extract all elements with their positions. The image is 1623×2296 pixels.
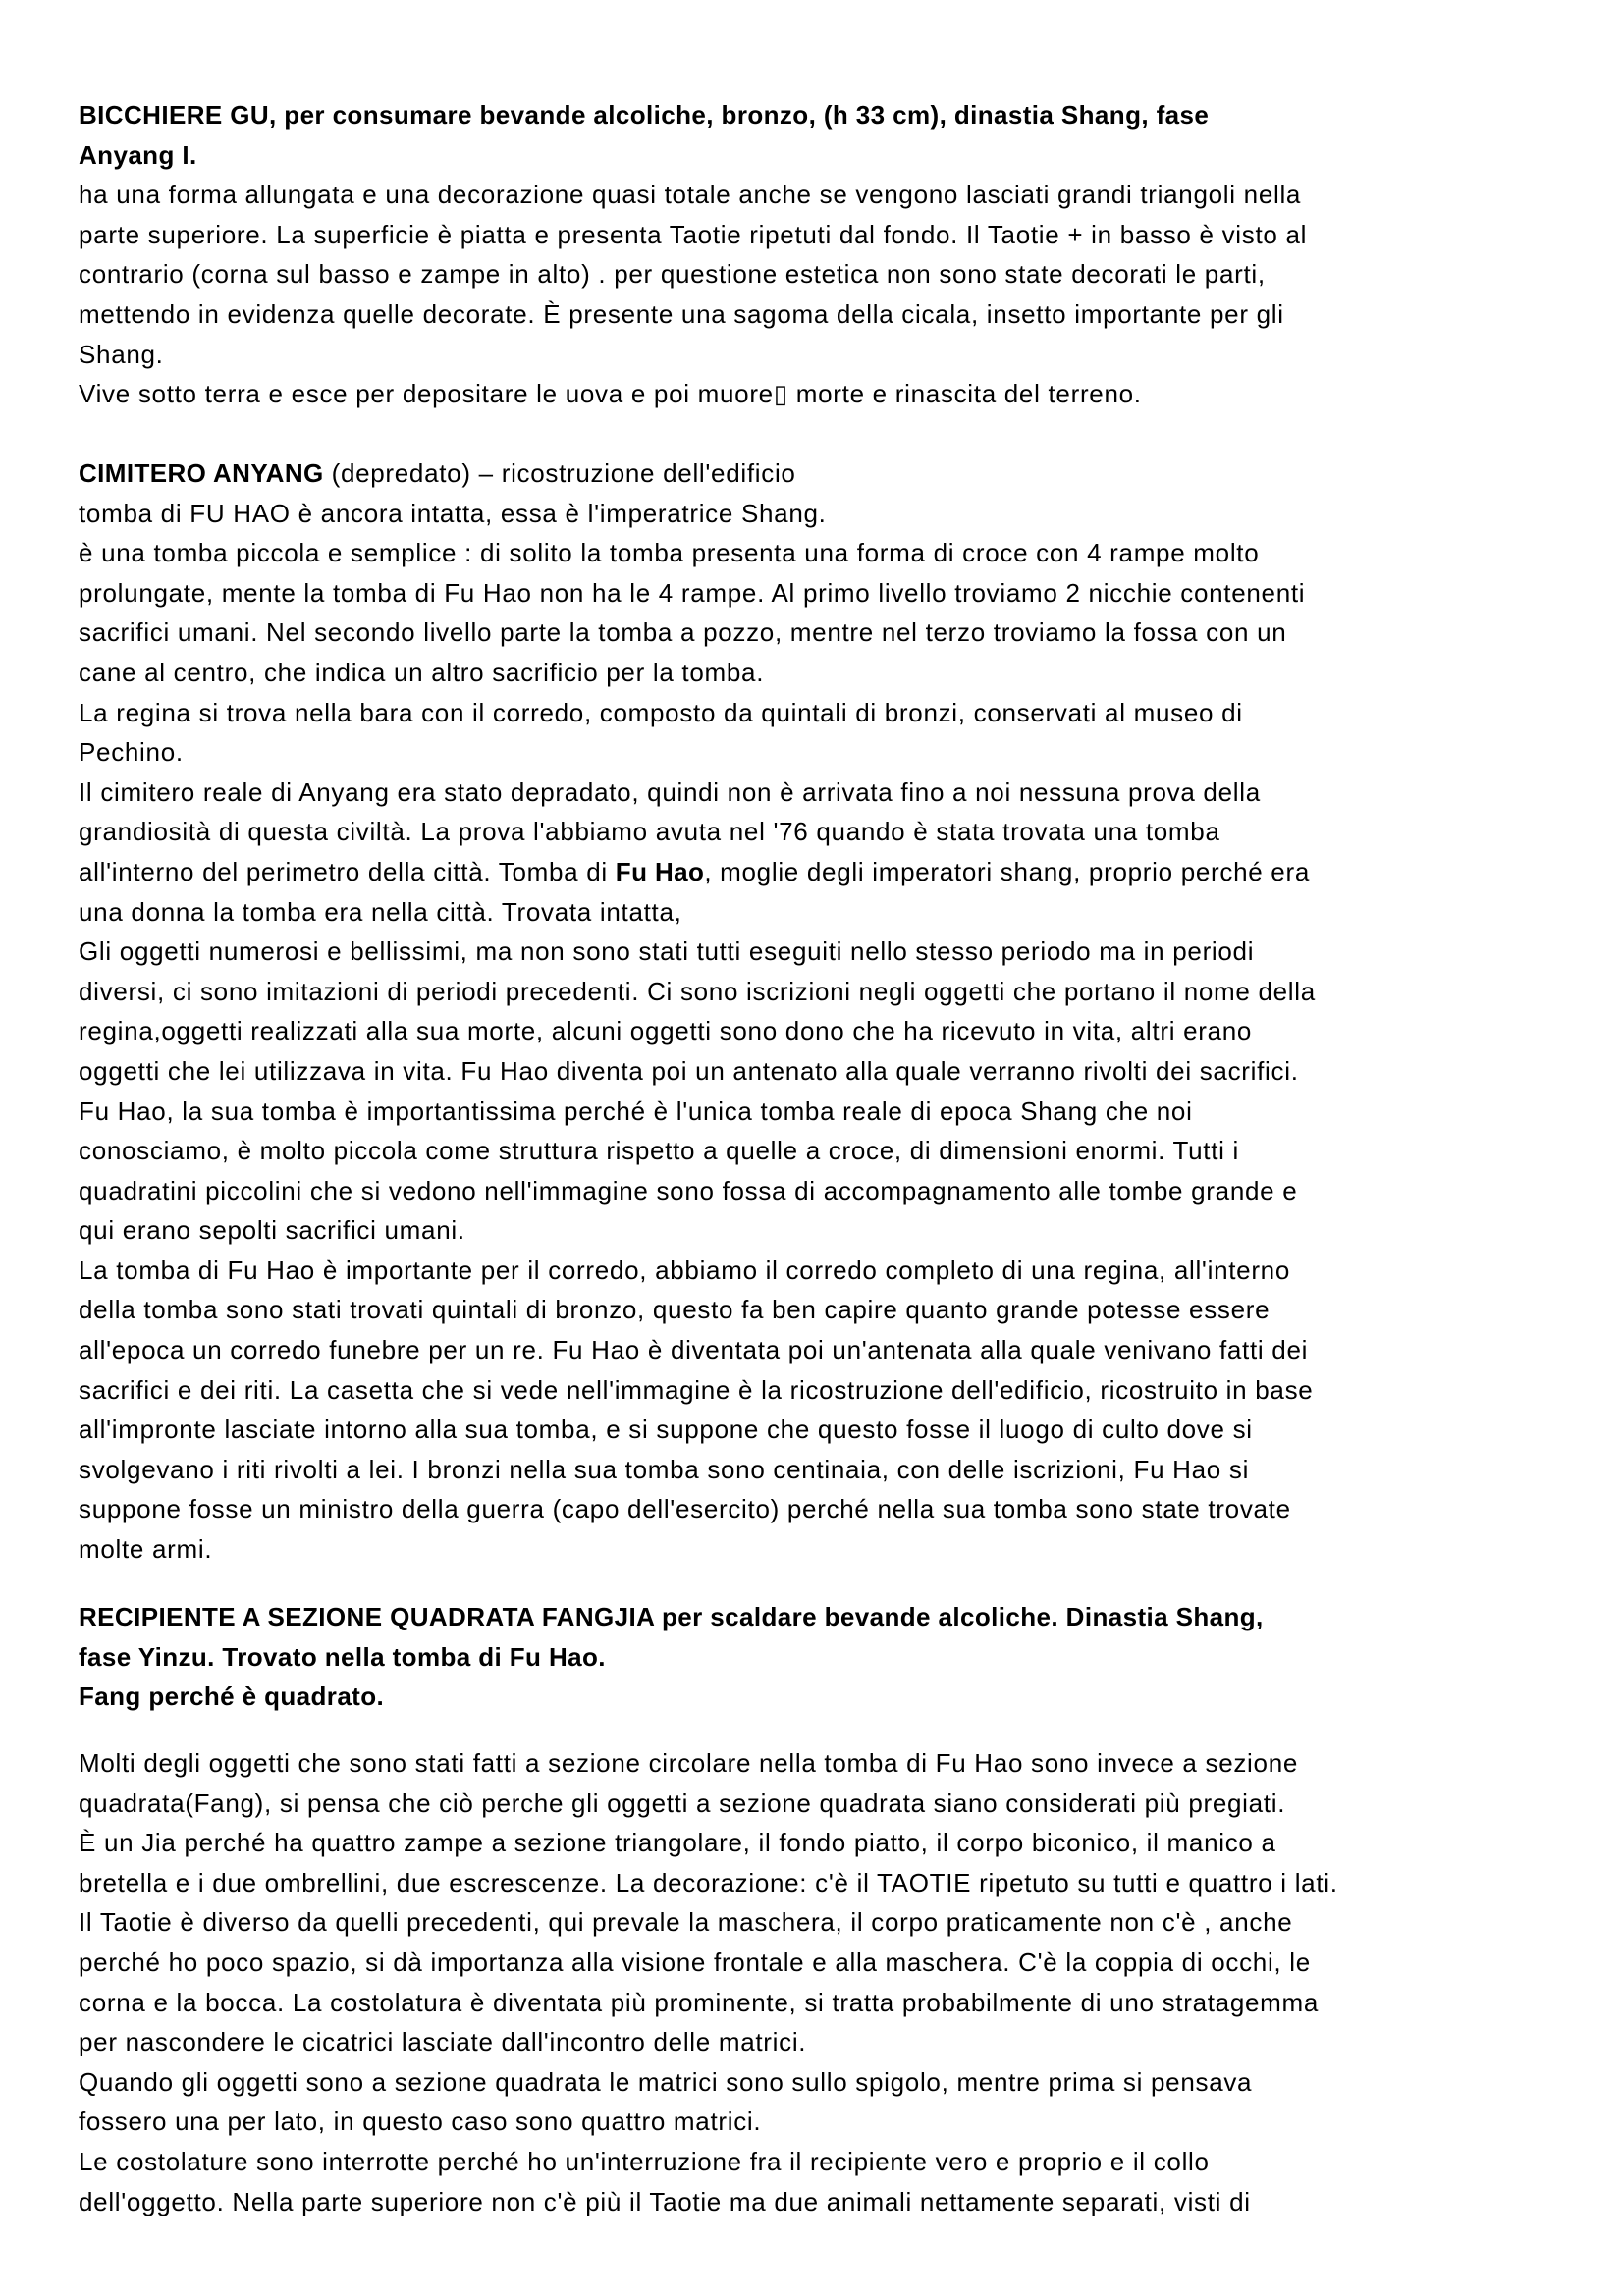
text-line <box>79 693 1571 733</box>
text-line <box>79 1823 1571 1863</box>
text-line <box>79 374 1571 414</box>
section-cimitero-anyang <box>79 454 1571 1570</box>
text-line <box>79 653 1571 693</box>
bold-text: fase Yinzu. Trovato nella tomba di Fu Hao. <box>79 1641 606 1672</box>
body-text: quadratini piccolini che si vedono nell'immagine sono fossa di accompagnamento alle tombe grande e <box>79 1175 1298 1205</box>
text-line <box>79 2062 1571 2103</box>
body-text: cane al centro, che indica un altro sacrificio per la tomba. <box>79 657 765 687</box>
text-line <box>79 1251 1571 1291</box>
text-line <box>79 892 1571 933</box>
text-line <box>79 1410 1571 1450</box>
body-text: parte superiore. La superficie è piatta e presenta Taotie ripetuti dal fondo. Il Taotie + in basso è visto al <box>79 219 1308 249</box>
body-text: fossero una per lato, in questo caso sono quattro matrici. <box>79 2107 762 2137</box>
body-text: all'epoca un corredo funebre per un re. Fu Hao è diventata poi un'antenata alla quale venivano fatti dei <box>79 1335 1309 1365</box>
body-text: è una tomba piccola e semplice : di solito la tomba presenta una forma di croce con 4 rampe molto <box>79 538 1260 568</box>
body-text: ha una forma allungata e una decorazione quasi totale anche se vengono lasciati grandi triangoli nella <box>79 180 1302 210</box>
body-text: regina,oggetti realizzati alla sua morte, alcuni oggetti sono dono che ha ricevuto in vita, altri erano <box>79 1016 1253 1046</box>
text-line <box>79 1011 1571 1051</box>
text-line <box>79 1784 1571 1824</box>
body-text: bretella e i due ombrellini, due escrescenze. La decorazione: c'è il TAOTIE ripetuto su tutti e quattro i lati. <box>79 1867 1338 1897</box>
text-line <box>79 2022 1571 2062</box>
text-line <box>79 2182 1571 2222</box>
text-line <box>79 1210 1571 1251</box>
body-text: molte armi. <box>79 1534 213 1565</box>
section-recipiente-fangjia-heading <box>79 1597 1571 1717</box>
body-text: (depredato) – ricostruzione dell'edificio <box>323 458 796 488</box>
body-text: , moglie degli imperatori shang, proprio perché era <box>704 856 1310 886</box>
text-line <box>79 573 1571 614</box>
text-line <box>79 1743 1571 1784</box>
body-text: quadrata(Fang), si pensa che ciò perche gli oggetti a sezione quadrata siano considerati più pregiati. <box>79 1788 1286 1818</box>
body-text: La tomba di Fu Hao è importante per il corredo, abbiamo il corredo completo di una regina, all'interno <box>79 1255 1290 1285</box>
text-line <box>79 1637 1571 1678</box>
body-text: tomba di FU HAO è ancora intatta, essa è l'imperatrice Shang. <box>79 498 827 528</box>
text-line <box>79 1677 1571 1717</box>
text-line <box>79 1489 1571 1529</box>
body-text: mettendo in evidenza quelle decorate. È presente una sagoma della cicala, insetto importante per gli <box>79 298 1284 329</box>
body-text: oggetti che lei utilizzava in vita. Fu Hao diventa poi un antenato alla quale verranno rivolti dei sacrifici. <box>79 1055 1299 1086</box>
text-line <box>79 1370 1571 1411</box>
text-line <box>79 454 1571 494</box>
body-text: Shang. <box>79 339 164 369</box>
text-line <box>79 613 1571 653</box>
section-recipiente-fangjia-body <box>79 1743 1571 2221</box>
body-text: prolungate, mente la tomba di Fu Hao non ha le 4 rampe. Al primo livello troviamo 2 nicchie contenenti <box>79 577 1306 608</box>
bold-text: CIMITERO ANYANG <box>79 458 324 488</box>
text-line <box>79 1131 1571 1171</box>
text-line <box>79 175 1571 215</box>
bold-text: Fang perché è quadrato. <box>79 1682 385 1712</box>
body-text: Il Taotie è diverso da quelli precedenti, qui prevale la maschera, il corpo praticamente non c'è , anche <box>79 1907 1293 1938</box>
body-text: una donna la tomba era nella città. Trovata intatta, <box>79 896 682 927</box>
body-text: dell'oggetto. Nella parte superiore non c'è più il Taotie ma due animali nettamente separati, visti di <box>79 2186 1251 2216</box>
text-line <box>79 135 1571 176</box>
bold-text: RECIPIENTE A SEZIONE QUADRATA FANGJIA per scaldare bevande alcoliche. Dinastia Shang, <box>79 1602 1264 1631</box>
section-bicchiere-gu <box>79 95 1571 414</box>
text-line <box>79 773 1571 813</box>
body-text: conosciamo, è molto piccola come struttura rispetto a quelle a croce, di dimensioni enormi. Tutti i <box>79 1136 1240 1166</box>
text-line <box>79 732 1571 773</box>
body-text: diversi, ci sono imitazioni di periodi precedenti. Ci sono iscrizioni negli oggetti che portano il nome della <box>79 976 1316 1006</box>
body-text: qui erano sepolti sacrifici umani. <box>79 1215 465 1246</box>
text-line <box>79 852 1571 892</box>
body-text: suppone fosse un ministro della guerra (capo dell'esercito) perché nella sua tomba sono state trovate <box>79 1494 1291 1524</box>
text-line <box>79 1597 1571 1637</box>
text-line <box>79 1863 1571 1903</box>
body-text: È un Jia perché ha quattro zampe a sezione triangolare, il fondo piatto, il corpo biconico, il manico a <box>79 1828 1276 1858</box>
text-line <box>79 972 1571 1012</box>
text-line <box>79 2102 1571 2142</box>
body-text: Vive sotto terra e esce per depositare le uova e poi muore▯ morte e rinascita del terreno. <box>79 379 1142 409</box>
text-line <box>79 1171 1571 1211</box>
body-text: Molti degli oggetti che sono stati fatti a sezione circolare nella tomba di Fu Hao sono invece a sezione <box>79 1748 1299 1778</box>
bold-text: Anyang I. <box>79 139 197 170</box>
text-line <box>79 812 1571 852</box>
text-line <box>79 1902 1571 1943</box>
bold-text: Fu Hao <box>615 856 705 886</box>
text-line <box>79 1051 1571 1092</box>
body-text: sacrifici umani. Nel secondo livello parte la tomba a pozzo, mentre nel terzo troviamo la fossa con un <box>79 617 1287 648</box>
body-text: Fu Hao, la sua tomba è importantissima perché è l'unica tomba reale di epoca Shang che noi <box>79 1095 1193 1126</box>
body-text: Le costolature sono interrotte perché ho un'interruzione fra il recipiente vero e proprio e il collo <box>79 2146 1210 2176</box>
body-text: sacrifici e dei riti. La casetta che si vede nell'immagine è la ricostruzione dell'edificio, ricostruito in base <box>79 1374 1314 1405</box>
body-text: Quando gli oggetti sono a sezione quadrata le matrici sono sullo spigolo, mentre prima si pensava <box>79 2066 1253 2097</box>
body-text: contrario (corna sul basso e zampe in alto) . per questione estetica non sono state decorati le parti, <box>79 259 1266 290</box>
text-line <box>79 1092 1571 1132</box>
text-line <box>79 533 1571 573</box>
text-line <box>79 1290 1571 1330</box>
text-line <box>79 1983 1571 2023</box>
text-line <box>79 1529 1571 1570</box>
text-line <box>79 254 1571 294</box>
text-line <box>79 494 1571 534</box>
text-line <box>79 932 1571 972</box>
body-text: della tomba sono stati trovati quintali di bronzo, questo fa ben capire quanto grande potesse essere <box>79 1295 1271 1325</box>
text-line <box>79 1330 1571 1370</box>
body-text: grandiosità di questa civiltà. La prova l'abbiamo avuta nel '76 quando è stata trovata una tomba <box>79 817 1220 847</box>
text-line <box>79 95 1571 135</box>
text-line <box>79 1450 1571 1490</box>
body-text: Il cimitero reale di Anyang era stato depradato, quindi non è arrivata fino a noi nessuna prova della <box>79 776 1261 807</box>
text-line <box>79 1943 1571 1983</box>
body-text: per nascondere le cicatrici lasciate dall'incontro delle matrici. <box>79 2027 807 2057</box>
text-line <box>79 335 1571 375</box>
text-line <box>79 2142 1571 2182</box>
body-text: Gli oggetti numerosi e bellissimi, ma non sono stati tutti eseguiti nello stesso periodo ma in periodi <box>79 936 1255 967</box>
text-line <box>79 215 1571 255</box>
text-line <box>79 294 1571 335</box>
body-text: svolgevano i riti rivolti a lei. I bronzi nella sua tomba sono centinaia, con delle iscrizioni, Fu Hao si <box>79 1454 1250 1484</box>
bold-text: BICCHIERE GU, per consumare bevande alcoliche, bronzo, (h 33 cm), dinastia Shang, fase <box>79 100 1210 130</box>
body-text: Pechino. <box>79 737 184 768</box>
body-text: all'interno del perimetro della città. Tomba di <box>79 856 616 886</box>
body-text: La regina si trova nella bara con il corredo, composto da quintali di bronzi, conservati al museo di <box>79 697 1243 727</box>
body-text: perché ho poco spazio, si dà importanza alla visione frontale e alla maschera. C'è la coppia di occhi, le <box>79 1947 1311 1977</box>
body-text: corna e la bocca. La costolatura è diventata più prominente, si tratta probabilmente di uno stratagemma <box>79 1987 1320 2017</box>
body-text: all'impronte lasciate intorno alla sua tomba, e si suppone che questo fosse il luogo di culto dove si <box>79 1415 1253 1445</box>
